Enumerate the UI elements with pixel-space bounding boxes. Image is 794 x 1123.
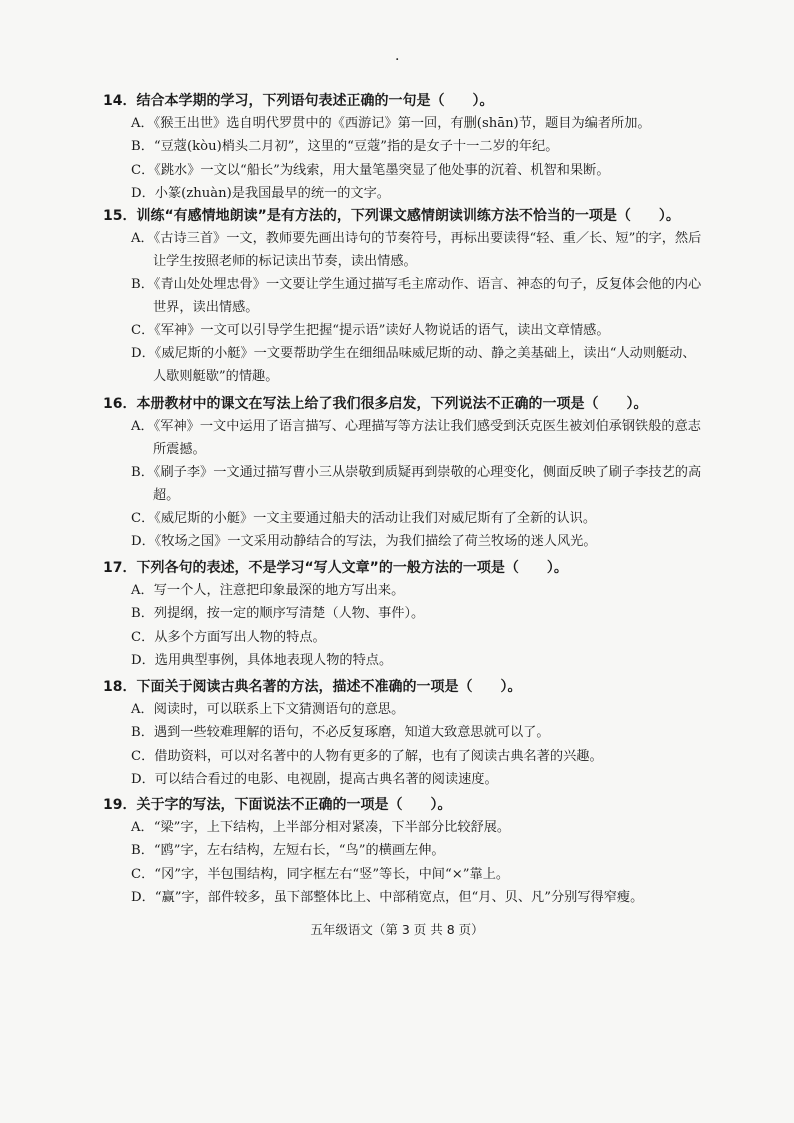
- question-stem: 17．下列各句的表述，不是学习“写人文章”的一般方法的一项是（ ）。: [103, 560, 568, 576]
- option-a: A．写一个人，注意把印象最深的地方写出来。: [131, 583, 405, 598]
- option-c: C．“冈”字，半包围结构，同字框左右“竖”等长，中间“×”靠上。: [131, 866, 510, 882]
- question-15: [103, 205, 703, 388]
- question-stem: 19．关于字的写法，下面说法不正确的一项是（ ）。: [103, 797, 452, 813]
- question-16: [103, 393, 703, 553]
- option-d: D．小篆(zhuàn)是我国最早的统一的文字。: [131, 186, 390, 202]
- question-stem: 15．训练“有感情地朗读”是有方法的，下列课文感情朗读训练方法不恰当的一项是（ ）。: [103, 208, 680, 224]
- option-d: D．《牧场之国》一文采用动静结合的写法，为我们描绘了荷兰牧场的迷人风光。: [131, 534, 597, 549]
- header-mark: ·: [395, 52, 400, 68]
- option-b: B．遇到一些较难理解的语句，不必反复琢磨，知道大致意思就可以了。: [131, 725, 550, 741]
- option-b: B．“豆蔻(kòu)梢头二月初”，这里的“豆蔻”指的是女子十一二岁的年纪。: [131, 139, 559, 155]
- option-d: D．《威尼斯的小艇》一文要帮助学生在细细品味威尼斯的动、静之美基础上，读出“人动则艇动、人歇则艇歇”的情趣。: [131, 346, 696, 384]
- option-a: A．《古诗三首》一文，教师要先画出诗句的节奏符号，再标出要读得“轻、重／长、短”的字，然后让学生按照老师的标记读出节奏，读出情感。: [131, 231, 702, 269]
- option-a: A．《军神》一文中运用了语言描写、心理描写等方法让我们感受到沃克医生被刘伯承钢铁般的意志所震撼。: [131, 419, 701, 457]
- option-b: B．《刷子李》一文通过描写曹小三从崇敬到质疑再到崇敬的心理变化，侧面反映了刷子李技艺的高超。: [131, 465, 702, 503]
- question-stem: 18．下面关于阅读古典名著的方法，描述不准确的一项是（ ）。: [103, 679, 522, 695]
- option-c: C．《威尼斯的小艇》一文主要通过船夫的活动让我们对威尼斯有了全新的认识。: [131, 511, 597, 526]
- question-19: [103, 794, 703, 910]
- option-a: A．《猴王出世》选自明代罗贯中的《西游记》第一回，有删(shān)节，题目为编者所加。: [131, 116, 651, 131]
- question-stem: 16．本册教材中的课文在写法上给了我们很多启发，下列说法不正确的一项是（ ）。: [103, 396, 648, 412]
- page-footer: 五年级语文（第 3 页 共 8 页）: [310, 922, 484, 937]
- option-c: C．《军神》一文可以引导学生把握“提示语”读好人物说话的语气，读出文章情感。: [131, 323, 610, 338]
- question-stem: 14．结合本学期的学习，下列语句表述正确的一句是（ ）。: [103, 93, 494, 109]
- option-c: C．从多个方面写出人物的特点。: [131, 629, 326, 645]
- option-d: D．“赢”字，部件较多，虽下部整体比上、中部稍宽点，但“月、贝、凡”分别写得窄瘦。: [131, 890, 644, 906]
- question-17: [103, 557, 703, 673]
- option-d: D．选用典型事例，具体地表现人物的特点。: [131, 653, 393, 669]
- option-b: B．列提纲，按一定的顺序写清楚（人物、事件）。: [131, 606, 425, 622]
- option-c: C．借助资料，可以对名著中的人物有更多的了解，也有了阅读古典名著的兴趣。: [131, 748, 603, 764]
- option-b: B．《青山处处埋忠骨》一文要让学生通过描写毛主席动作、语言、神态的句子，反复体会他的内心世界，读出情感。: [131, 277, 702, 315]
- question-14: [103, 90, 703, 206]
- option-a: A．“梁”字，上下结构，上半部分相对紧凑，下半部分比较舒展。: [131, 820, 511, 835]
- option-a: A．阅读时，可以联系上下文猜测语句的意思。: [131, 702, 405, 717]
- option-b: B．“鸥”字，左右结构，左短右长，“鸟”的横画左伸。: [131, 843, 445, 859]
- option-c: C．《跳水》一文以“船长”为线索，用大量笔墨突显了他处事的沉着、机智和果断。: [131, 162, 610, 178]
- question-18: [103, 676, 703, 792]
- option-d: D．可以结合看过的电影、电视剧，提高古典名著的阅读速度。: [131, 772, 498, 788]
